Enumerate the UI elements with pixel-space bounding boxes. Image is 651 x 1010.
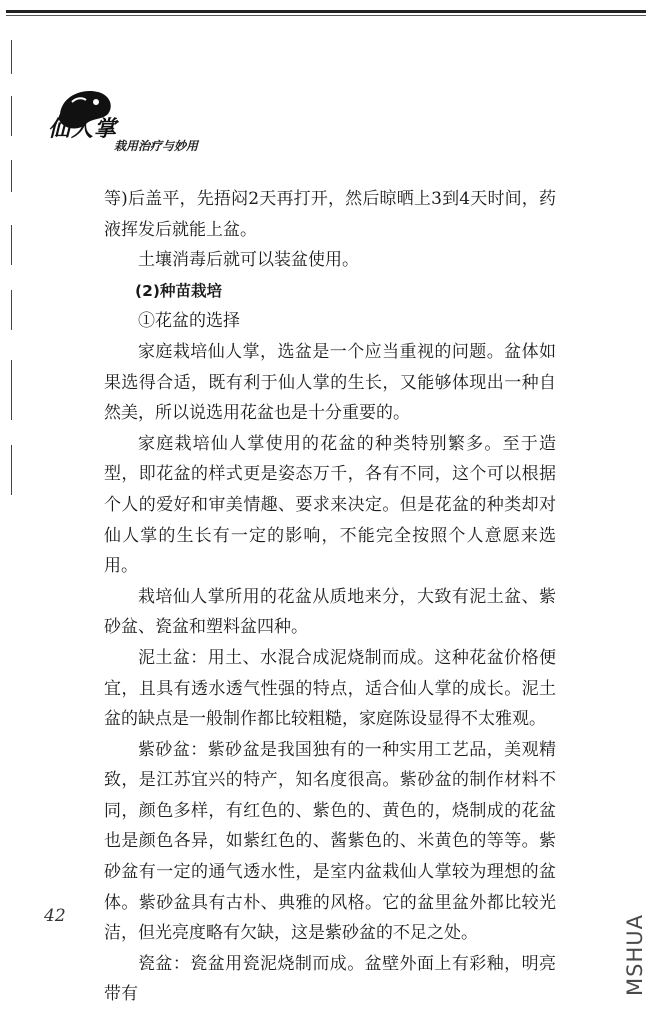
paragraph: 瓷盆：瓷盆用瓷泥烧制而成。盆壁外面上有彩釉，明亮带有	[104, 953, 556, 1005]
edge-mark	[11, 360, 12, 420]
page-number: 42	[44, 906, 66, 926]
header-title: 仙人掌	[48, 116, 118, 142]
header-logo	[40, 82, 210, 177]
edge-mark	[11, 445, 12, 495]
watermark: MSHUA	[623, 914, 647, 996]
body-text	[104, 184, 556, 1010]
paragraph: 紫砂盆：紫砂盆是我国独有的一种实用工艺品，美观精致，是江苏宜兴的特产，知名度很高。紫砂盆的制作材料不同，颜色多样，有红色的、紫色的、黄色的，烧制成的花盆也是颜色各异，如紫红色的、酱紫色的、米黄色的等等。紫砂盆有一定的通气透水性，是室内盆栽仙人掌较为理想的盆体。紫砂盆具有古朴、典雅的风格。它的盆里盆外都比较光洁，但光亮度略有欠缺，这是紫砂盆的不足之处。	[104, 739, 556, 944]
edge-mark	[11, 290, 12, 330]
edge-mark	[11, 40, 12, 74]
edge-mark	[11, 225, 12, 265]
paragraph: 家庭栽培仙人掌，选盆是一个应当重视的问题。盆体如果选得合适，既有利于仙人掌的生长，又能够体现出一种自然美，所以说选用花盆也是十分重要的。	[104, 341, 556, 424]
paragraph: 等)后盖平，先捂闷2天再打开，然后晾晒上3到4天时间，药液挥发后就能上盆。	[104, 189, 556, 240]
subsection-heading: ①花盆的选择	[138, 311, 240, 332]
paragraph: 家庭栽培仙人掌使用的花盆的种类特别繁多。至于造型，即花盆的样式更是姿态万千，各有不同，这个可以根据个人的爱好和审美情趣、要求来决定。但是花盆的种类却对仙人掌的生长有一定的影响，不能完全按照个人意愿来选用。	[104, 433, 556, 577]
top-rule-thin	[6, 15, 646, 16]
edge-mark	[11, 96, 12, 136]
edge-mark	[11, 160, 12, 192]
top-rule	[6, 10, 646, 13]
header-subtitle: 栽用治疗与妙用	[114, 139, 199, 153]
paragraph: 土壤消毒后就可以装盆使用。	[138, 250, 359, 271]
paragraph: 栽培仙人掌所用的花盆从质地来分，大致有泥土盆、紫砂盆、瓷盆和塑料盆四种。	[104, 586, 556, 638]
paragraph: 泥土盆：用土、水混合成泥烧制而成。这种花盆价格便宜，且具有透水透气性强的特点，适合仙人掌的成长。泥土盆的缺点是一般制作都比较粗糙，家庭陈设显得不太雅观。	[104, 647, 556, 730]
section-heading: (2)种苗栽培	[135, 281, 222, 300]
